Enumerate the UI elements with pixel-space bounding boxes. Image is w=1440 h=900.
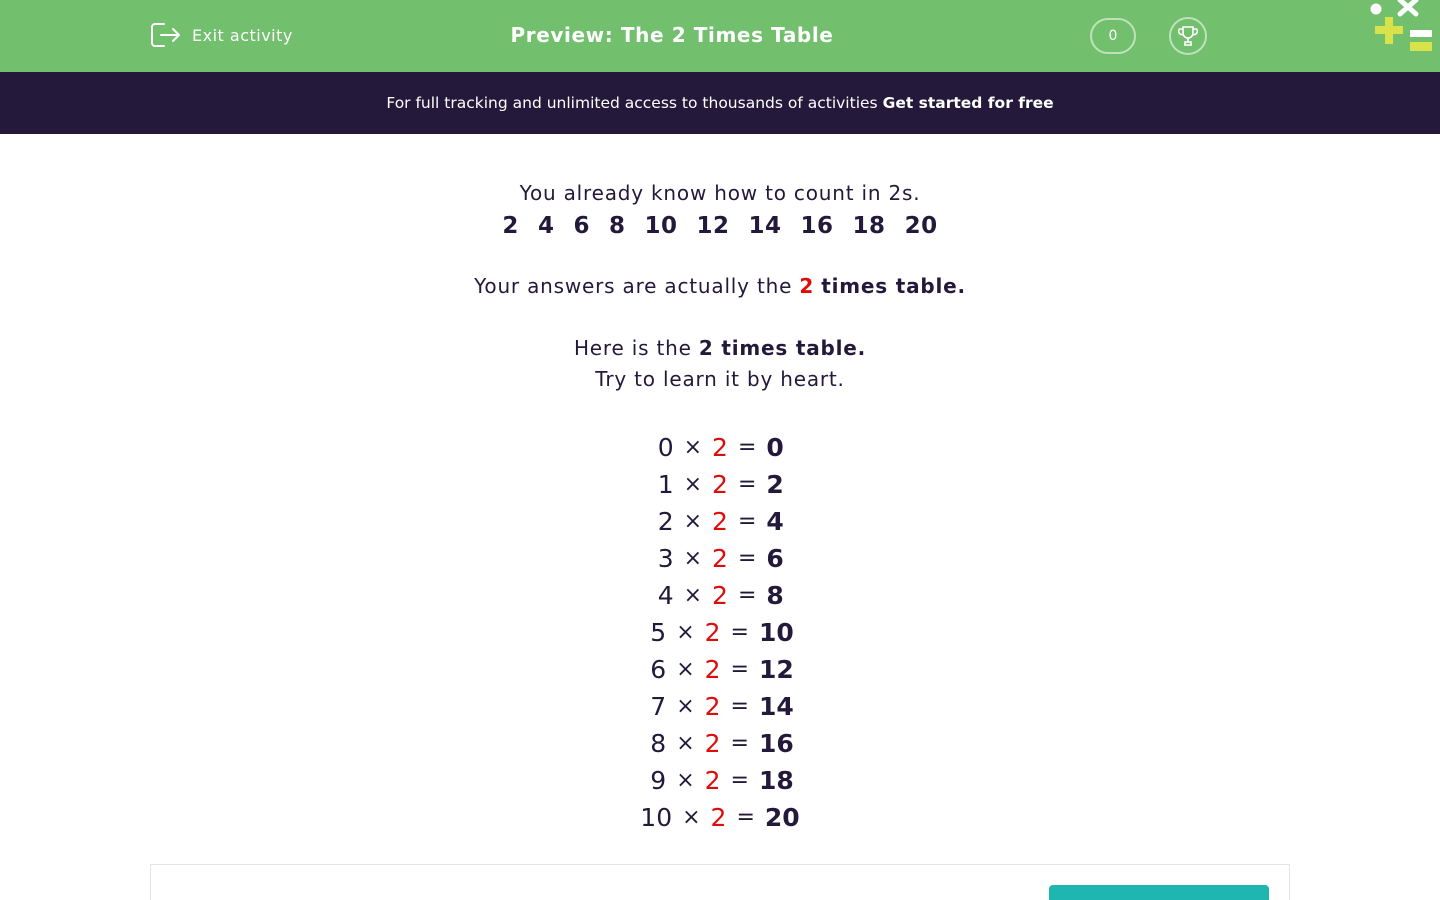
times-table-row: [0, 577, 1440, 614]
equals-sign: =: [737, 472, 757, 497]
score-badge: 0: [1090, 18, 1136, 54]
times-table-row: [0, 762, 1440, 799]
equals-sign: =: [730, 657, 749, 682]
answers-prefix: Your answers are actually the: [474, 274, 793, 298]
here-bold: 2 times table.: [698, 336, 867, 360]
times-sign: ×: [683, 509, 703, 534]
product: 4: [766, 507, 784, 536]
equals-sign: =: [730, 694, 749, 719]
multiplier: 2: [704, 692, 721, 721]
product: 18: [758, 766, 794, 795]
count-number: 8: [608, 213, 626, 239]
multiplicand: 1: [657, 470, 674, 499]
exit-activity-label: Exit activity: [192, 25, 293, 45]
times-table-row: [0, 429, 1440, 466]
multiplicand: 8: [650, 729, 667, 758]
here-line: [0, 333, 1440, 364]
equals-sign: =: [737, 546, 757, 571]
lesson-content: [0, 178, 1440, 836]
times-sign: ×: [683, 435, 703, 460]
times-sign: ×: [676, 657, 695, 682]
product: 8: [766, 581, 784, 610]
equals-sign: =: [737, 583, 757, 608]
intro-line: You already know how to count in 2s.: [519, 181, 921, 205]
multiplicand: 5: [650, 618, 667, 647]
times-sign: ×: [683, 472, 703, 497]
times-sign: ×: [683, 546, 703, 571]
count-number: 14: [748, 213, 782, 239]
equals-sign: =: [737, 435, 757, 460]
trophy-icon: [1176, 24, 1200, 48]
times-table-row: [0, 651, 1440, 688]
times-table-row: [0, 799, 1440, 836]
times-table: [0, 429, 1440, 836]
count-number: 12: [696, 213, 730, 239]
product: 2: [766, 470, 784, 499]
times-sign: ×: [676, 694, 695, 719]
product: 16: [758, 729, 794, 758]
product: 6: [766, 544, 784, 573]
get-started-link[interactable]: Get started for free: [882, 94, 1054, 112]
equals-sign: =: [737, 509, 757, 534]
multiplier: 2: [712, 507, 728, 536]
promo-banner: [0, 72, 1440, 134]
times-table-row: [0, 614, 1440, 651]
equals-sign: =: [730, 768, 749, 793]
multiplicand: 7: [650, 692, 667, 721]
here-prefix: Here is the: [573, 336, 692, 360]
trophy-button[interactable]: [1169, 17, 1207, 55]
answers-suffix: times table.: [821, 274, 966, 298]
learn-line: Try to learn it by heart.: [595, 367, 845, 391]
count-number: 20: [904, 213, 938, 239]
multiplicand: 9: [650, 766, 667, 795]
multiplier: 2: [712, 544, 728, 573]
logo-icon: [1366, 0, 1440, 58]
multiplicand: 3: [657, 544, 674, 573]
multiplier: 2: [712, 433, 728, 462]
multiplier: 2: [712, 581, 728, 610]
multiplicand: 2: [657, 507, 674, 536]
count-number: 10: [644, 213, 678, 239]
count-number: 4: [537, 213, 555, 239]
count-sequence: [0, 213, 1440, 239]
multiplier: 2: [704, 618, 721, 647]
count-number: 2: [502, 213, 519, 239]
answers-number: 2: [799, 274, 815, 298]
multiplier: 2: [704, 729, 721, 758]
product: 14: [758, 692, 794, 721]
multiplier: 2: [712, 470, 728, 499]
times-sign: ×: [676, 768, 695, 793]
multiplier: 2: [704, 766, 721, 795]
submit-button[interactable]: [1049, 885, 1269, 900]
times-sign: ×: [682, 805, 701, 830]
count-number: 6: [573, 213, 590, 239]
multiplier: 2: [710, 803, 727, 832]
count-number: 18: [852, 213, 886, 239]
multiplicand: 4: [657, 581, 674, 610]
equals-sign: =: [730, 620, 749, 645]
banner-text: For full tracking and unlimited access to thousands of activities: [386, 94, 878, 112]
multiplicand: 0: [657, 433, 674, 462]
times-table-row: [0, 725, 1440, 762]
product: 10: [758, 618, 794, 647]
times-table-row: [0, 540, 1440, 577]
page-title: Preview: The 2 Times Table: [510, 23, 834, 47]
product: 12: [758, 655, 794, 684]
equals-sign: =: [736, 805, 755, 830]
times-table-row: [0, 503, 1440, 540]
product: 0: [766, 433, 784, 462]
top-bar: [0, 0, 1440, 72]
equals-sign: =: [730, 731, 749, 756]
multiplier: 2: [704, 655, 721, 684]
times-table-row: [0, 688, 1440, 725]
multiplicand: 10: [640, 803, 673, 832]
times-table-row: [0, 466, 1440, 503]
product: 20: [764, 803, 800, 832]
answers-line: [0, 271, 1440, 302]
times-sign: ×: [683, 583, 703, 608]
count-number: 16: [800, 213, 834, 239]
multiplicand: 6: [650, 655, 667, 684]
times-sign: ×: [676, 731, 695, 756]
times-sign: ×: [676, 620, 695, 645]
